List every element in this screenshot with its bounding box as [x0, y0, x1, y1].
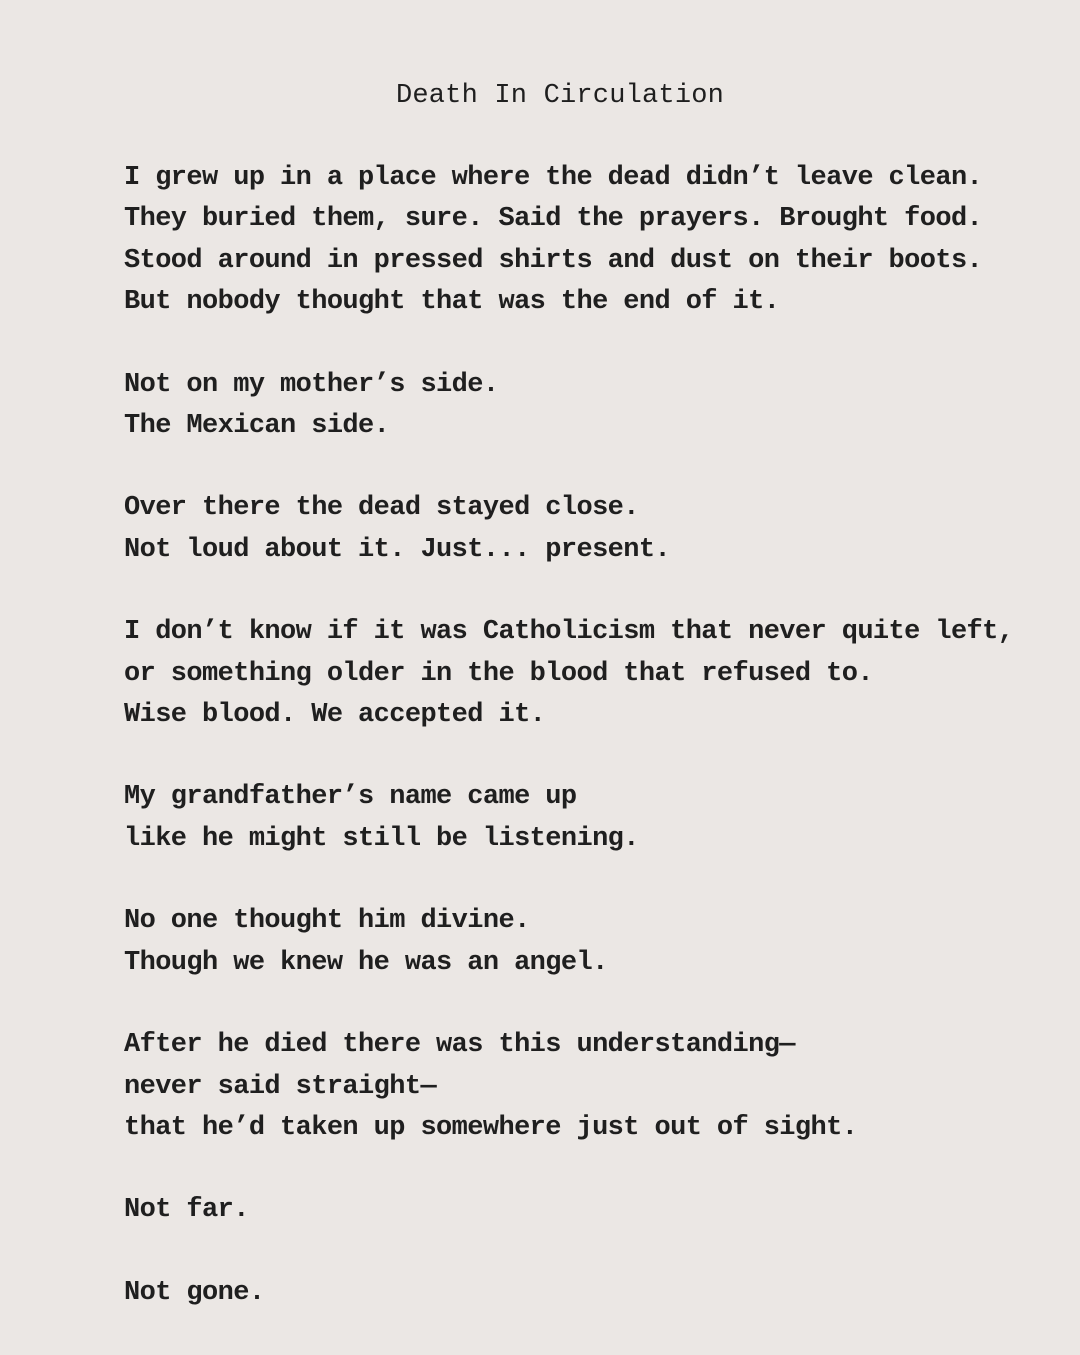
- poem-line: never said straight—: [124, 1071, 437, 1102]
- poem-line: They buried them, sure. Said the prayers. Brought food.: [124, 204, 983, 235]
- poem-line: My grandfather’s name came up: [124, 782, 577, 813]
- stanza: [124, 1190, 1024, 1231]
- poem-line: After he died there was this understanding—: [124, 1030, 795, 1061]
- stanza: [124, 901, 1024, 984]
- poem-line: No one thought him divine.: [124, 906, 530, 937]
- poem-body: [124, 158, 1024, 1355]
- poem-line: Not far.: [124, 1195, 249, 1226]
- poem-line: The Mexican side.: [124, 411, 390, 442]
- poem-line: Though we knew he was an angel.: [124, 947, 608, 978]
- stanza: [124, 777, 1024, 860]
- stanza: [124, 1273, 1024, 1314]
- stanza: [124, 158, 1024, 324]
- poem-line: that he’d taken up somewhere just out of sight.: [124, 1112, 858, 1143]
- poem-line: Not on my mother’s side.: [124, 369, 499, 400]
- stanza: [124, 488, 1024, 571]
- stanza: [124, 1025, 1024, 1149]
- poem-line: But nobody thought that was the end of it.: [124, 287, 780, 318]
- poem-line: I grew up in a place where the dead didn’t leave clean.: [124, 163, 983, 193]
- poem-line: like he might still be listening.: [124, 823, 639, 854]
- poem-line: Wise blood. We accepted it.: [124, 700, 546, 731]
- poem-line: Stood around in pressed shirts and dust on their boots.: [124, 245, 983, 276]
- poem-title: Death In Circulation: [395, 81, 725, 111]
- stanza: [124, 612, 1024, 736]
- poem-line: Not gone.: [124, 1277, 265, 1308]
- poem-line: Not loud about it. Just... present.: [124, 534, 671, 565]
- poem-line: Over there the dead stayed close.: [124, 493, 639, 524]
- poem-line: or something older in the blood that refused to.: [124, 658, 873, 689]
- poem-line: I don’t know if it was Catholicism that never quite left,: [124, 617, 1014, 648]
- stanza: [124, 365, 1024, 448]
